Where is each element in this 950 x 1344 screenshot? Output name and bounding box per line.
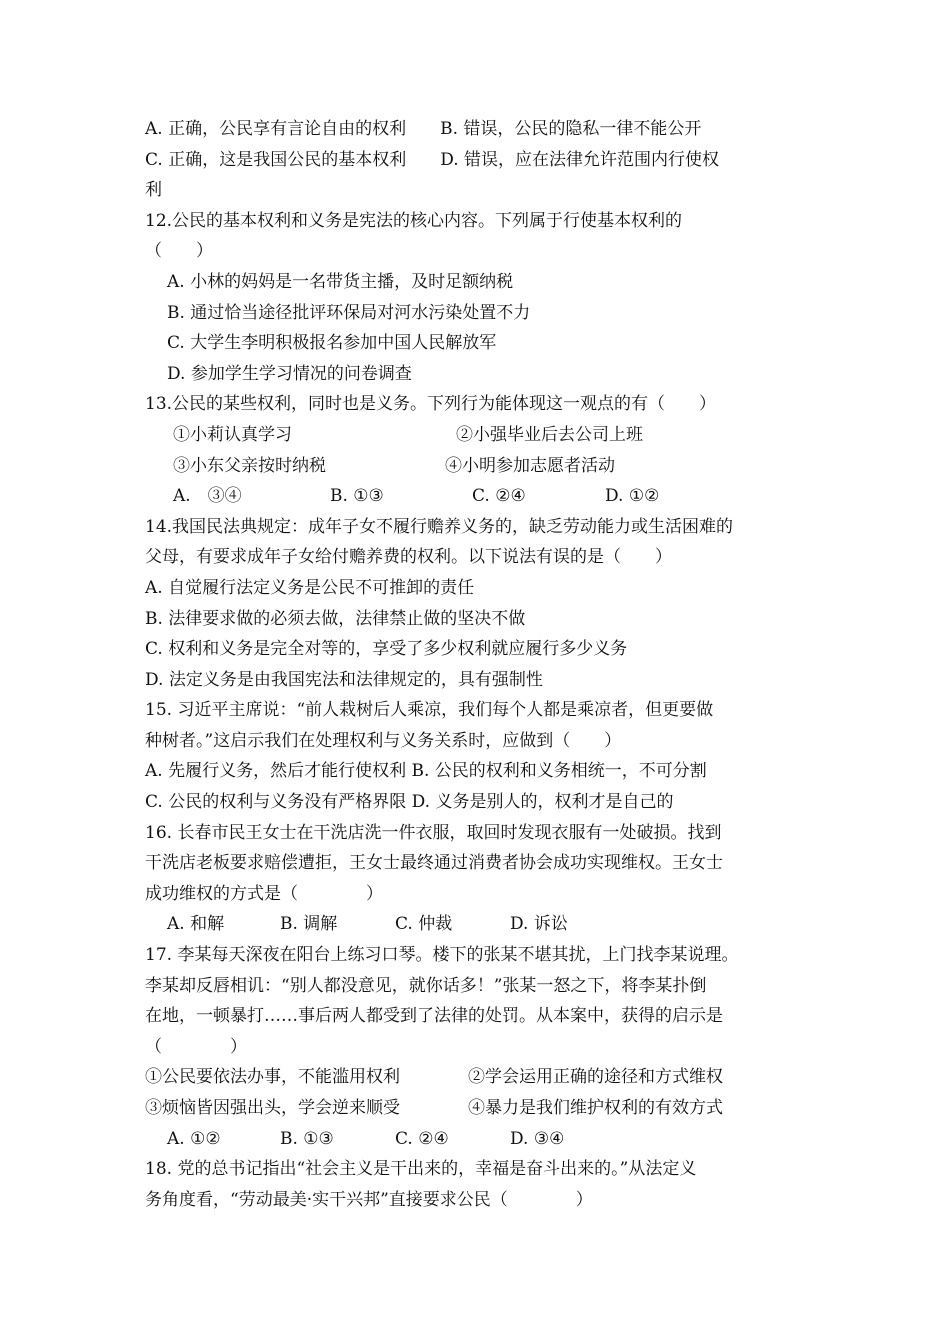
q17-stem-line3: 在地，一顿暴打……事后两人都受到了法律的处罚。从本案中，获得的启示是	[145, 1006, 723, 1027]
q15-stem-line2: 种树者。”这启示我们在处理权利与义务关系时，应做到（ ）	[145, 730, 622, 751]
q13-option-c: C. ②④	[472, 486, 526, 507]
q17-items-row2	[145, 1093, 825, 1124]
q16-option-c: C. 仲裁	[395, 914, 453, 935]
q13-option-a: A. ③④	[173, 486, 242, 507]
q11-options-cd: C. 正确，这是我国公民的基本权利 D. 错误，应在法律允许范围内行使权	[145, 149, 720, 170]
q12-blank: （ ）	[145, 241, 213, 262]
q17-stem-line1: 17. 李某每天深夜在阳台上练习口琴。楼下的张某不堪其扰，上门找李某说理。	[145, 945, 739, 966]
q13-option-d: D. ①②	[605, 486, 660, 507]
q17-item-3: ③烦恼皆因强出头，学会逆来顺受	[145, 1098, 400, 1118]
q15-options-ab: A. 先履行义务，然后才能行使权利 B. 公民的权利和义务相统一，不可分割	[145, 761, 707, 782]
q14-stem-line1: 14.我国民法典规定：成年子女不履行赡养义务的，缺乏劳动能力或生活困难的	[145, 516, 734, 537]
q17-option-b: B. ①③	[280, 1128, 334, 1149]
q17-options	[145, 1124, 825, 1155]
q16-stem-line1: 16. 长春市民王女士在干洗店洗一件衣服，取回时发现衣服有一处破损。找到	[145, 822, 722, 843]
q16-stem-line3: 成功维权的方式是（ ）	[145, 883, 383, 904]
q17-option-d: D. ③④	[510, 1128, 565, 1149]
q12-option-a: A. 小林的妈妈是一名带货主播，及时足额纳税	[167, 271, 514, 292]
q16-option-d: D. 诉讼	[510, 914, 568, 935]
q18-stem-line2: 务角度看，“劳动最美·实干兴邦”直接要求公民（ ）	[145, 1189, 593, 1210]
q13-items-row1	[145, 420, 825, 451]
q12-option-d: D. 参加学生学习情况的问卷调查	[167, 363, 412, 384]
q17-option-a: A. ①②	[167, 1128, 221, 1149]
q12-stem: 12.公民的基本权利和义务是宪法的核心内容。下列属于行使基本权利的	[145, 210, 683, 231]
q18-stem-line1: 18. 党的总书记指出“社会主义是干出来的，幸福是奋斗出来的。”从法定义	[145, 1159, 697, 1180]
q13-items-row2	[145, 451, 825, 482]
q13-item-2: ②小强毕业后去公司上班	[456, 424, 643, 445]
q16-option-a: A. 和解	[167, 914, 225, 935]
q17-item-1: ①公民要依法办事，不能滥用权利	[145, 1067, 400, 1088]
document-page	[145, 114, 825, 1215]
q17-stem-line2: 李某却反唇相讥：“别人都没意见，就你话多！”张某一怒之下，将李某扑倒	[145, 975, 707, 996]
q17-blank: （ ）	[145, 1036, 247, 1057]
q17-item-4: ④暴力是我们维护权利的有效方式	[468, 1098, 723, 1118]
q15-options-cd: C. 公民的权利与义务没有严格界限 D. 义务是别人的，权利才是自己的	[145, 792, 674, 813]
q17-item-2: ②学会运用正确的途径和方式维权	[468, 1067, 723, 1088]
q14-option-b: B. 法律要求做的必须去做，法律禁止做的坚决不做	[145, 608, 526, 629]
q16-stem-line2: 干洗店老板要求赔偿遭拒，王女士最终通过消费者协会成功实现维权。王女士	[145, 853, 723, 874]
q13-item-4: ④小明参加志愿者活动	[445, 455, 615, 476]
q14-option-c: C. 权利和义务是完全对等的，享受了多少权利就应履行多少义务	[145, 639, 628, 660]
q11-options-cd-wrap: 利	[145, 180, 162, 201]
q16-options	[145, 909, 825, 940]
q13-item-1: ①小莉认真学习	[173, 424, 292, 445]
q12-option-b: B. 通过恰当途径批评环保局对河水污染处置不力	[167, 302, 531, 323]
q16-option-b: B. 调解	[280, 914, 338, 935]
q13-item-3: ③小东父亲按时纳税	[173, 455, 326, 476]
q14-option-a: A. 自觉履行法定义务是公民不可推卸的责任	[145, 577, 475, 598]
q14-option-d: D. 法定义务是由我国宪法和法律规定的，具有强制性	[145, 669, 543, 690]
q13-stem: 13.公民的某些权利，同时也是义务。下列行为能体现这一观点的有（ ）	[145, 394, 717, 415]
q11-options-ab: A. 正确，公民享有言论自由的权利 B. 错误，公民的隐私一律不能公开	[145, 119, 702, 139]
q17-option-c: C. ②④	[395, 1128, 449, 1149]
q13-option-b: B. ①③	[330, 486, 384, 507]
q13-options	[145, 481, 825, 512]
q17-items-row1	[145, 1062, 825, 1093]
q15-stem-line1: 15. 习近平主席说：“前人栽树后人乘凉，我们每个人都是乘凉者，但更要做	[145, 700, 714, 721]
q14-stem-line2: 父母，有要求成年子女给付赡养费的权利。以下说法有误的是（ ）	[145, 547, 672, 568]
q12-option-c: C. 大学生李明积极报名参加中国人民解放军	[167, 333, 497, 354]
